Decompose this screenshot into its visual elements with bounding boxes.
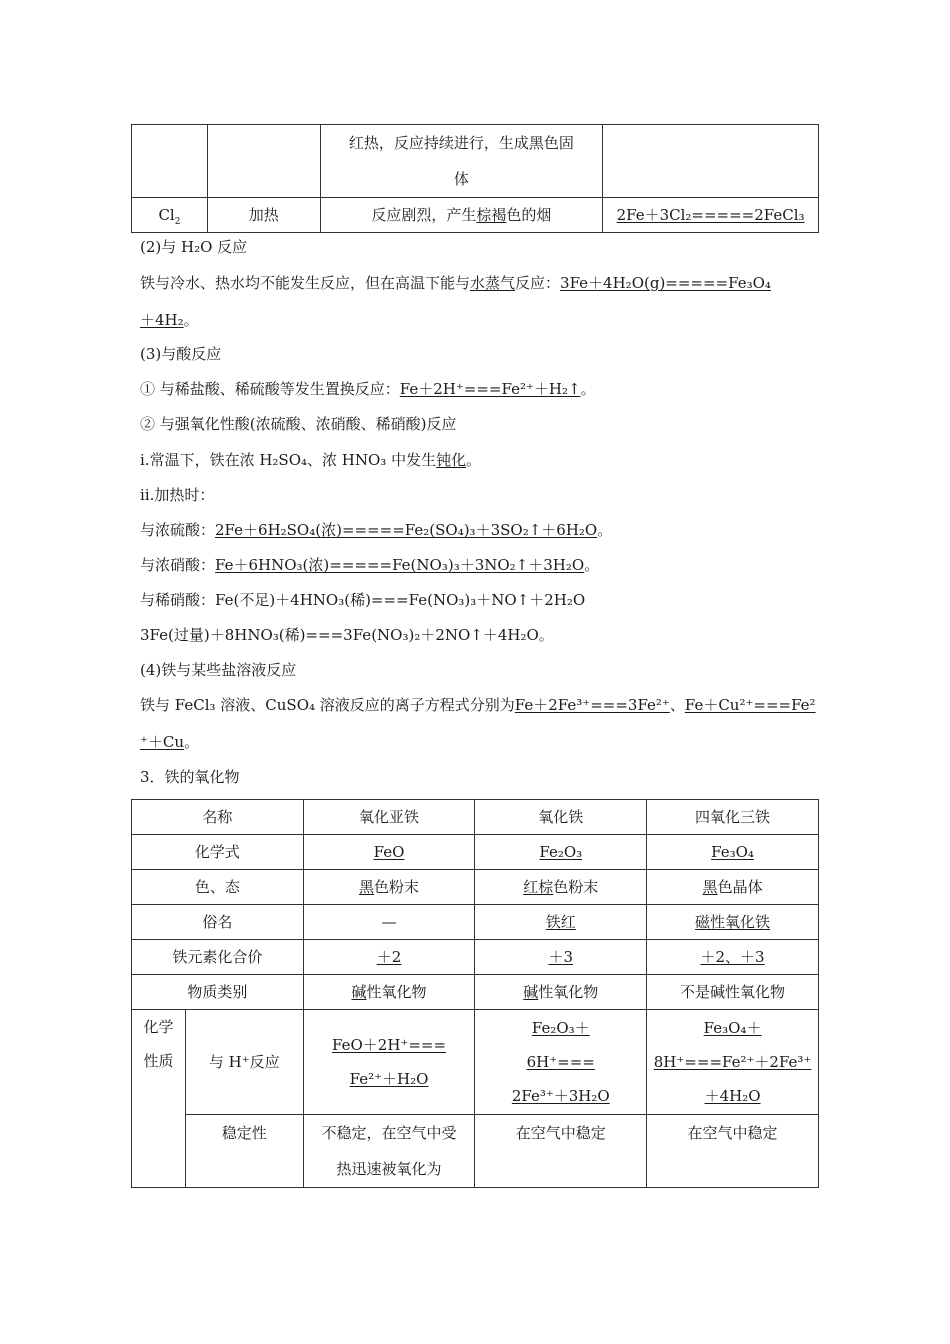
table-row: 铁元素化合价 ＋2 ＋3 ＋2、＋3 — [132, 940, 819, 975]
section-title: (4)铁与某些盐溶液反应 — [140, 661, 297, 679]
table-row: 俗名 — 铁红 磁性氧化铁 — [132, 905, 819, 940]
equation-cell: 2Fe＋3Cl₂=====2FeCl₃ — [603, 198, 819, 233]
paragraph: 与浓硝酸：Fe＋6HNO₃(浓)=====Fe(NO₃)₃＋3NO₂↑＋3H₂O。 — [140, 556, 600, 574]
paragraph: 与稀硝酸：Fe(不足)＋4HNO₃(稀)===Fe(NO₃)₃＋NO↑＋2H₂O — [140, 591, 586, 609]
header-cell: 氧化亚铁 — [303, 800, 475, 835]
paragraph: ⁺＋Cu。 — [140, 733, 200, 751]
iron-oxides-table — [131, 799, 819, 1188]
table-row — [132, 125, 819, 198]
paragraph: 铁与冷水、热水均不能发生反应，但在高温下能与水蒸气反应：3Fe＋4H₂O(g)=====Fe₃O₄ — [140, 274, 771, 292]
table-row: 化学 性质 与 H⁺反应 FeO＋2H⁺=== Fe²⁺＋H₂O Fe₂O₃＋ 6H⁺=== 2Fe³⁺＋3H₂O Fe₃O₄＋ 8H⁺===Fe²⁺＋2Fe³⁺ ＋4H₂O — [132, 1010, 819, 1115]
paragraph: 3Fe(过量)＋8HNO₃(稀)===3Fe(NO₃)₂＋2NO↑＋4H₂O。 — [140, 626, 554, 644]
chem-props-label: 化学 性质 — [132, 1010, 186, 1188]
reaction-table-fragment — [131, 124, 819, 233]
paragraph: ＋4H₂。 — [140, 311, 199, 329]
paragraph: ⅱ.加热时： — [140, 486, 215, 504]
section-title: (2)与 H₂O 反应 — [140, 238, 248, 256]
table-row — [132, 800, 819, 835]
paragraph: 铁与 FeCl₃ 溶液、CuSO₄ 溶液反应的离子方程式分别为Fe＋2Fe³⁺===3Fe²⁺、Fe＋Cu²⁺===Fe² — [140, 696, 816, 714]
header-cell: 名称 — [132, 800, 304, 835]
reactant-cell: $Cl_2$ — [132, 198, 208, 233]
table-row: 化学式 FeO Fe₂O₃ Fe₃O₄ — [132, 835, 819, 870]
paragraph: ① 与稀盐酸、稀硫酸等发生置换反应：Fe＋2H⁺===Fe²⁺＋H₂↑。 — [140, 380, 596, 398]
paragraph: ② 与强氧化性酸(浓硫酸、浓硝酸、稀硝酸)反应 — [140, 415, 457, 433]
condition-cell: 加热 — [207, 198, 320, 233]
section-heading: 3．铁的氧化物 — [140, 768, 240, 786]
header-cell: 四氧化三铁 — [647, 800, 819, 835]
table-row: 稳定性 不稳定，在空气中受 热迅速被氧化为 在空气中稳定 在空气中稳定 — [132, 1115, 819, 1188]
paragraph: ⅰ.常温下，铁在浓 H₂SO₄、浓 HNO₃ 中发生钝化。 — [140, 451, 482, 469]
phenomenon-cell: 反应剧烈，产生棕褐色的烟 — [320, 198, 602, 233]
phenomenon-cell: 红热，反应持续进行，生成黑色固 体 — [320, 125, 602, 198]
table-row: 物质类别 碱性氧化物 碱性氧化物 不是碱性氧化物 — [132, 975, 819, 1010]
section-title: (3)与酸反应 — [140, 345, 222, 363]
table-row: 色、态 黑色粉末 红棕色粉末 黑色晶体 — [132, 870, 819, 905]
table-row — [132, 198, 819, 233]
header-cell: 氧化铁 — [475, 800, 647, 835]
paragraph: 与浓硫酸：2Fe＋6H₂SO₄(浓)=====Fe₂(SO₄)₃＋3SO₂↑＋6H₂O。 — [140, 521, 613, 539]
